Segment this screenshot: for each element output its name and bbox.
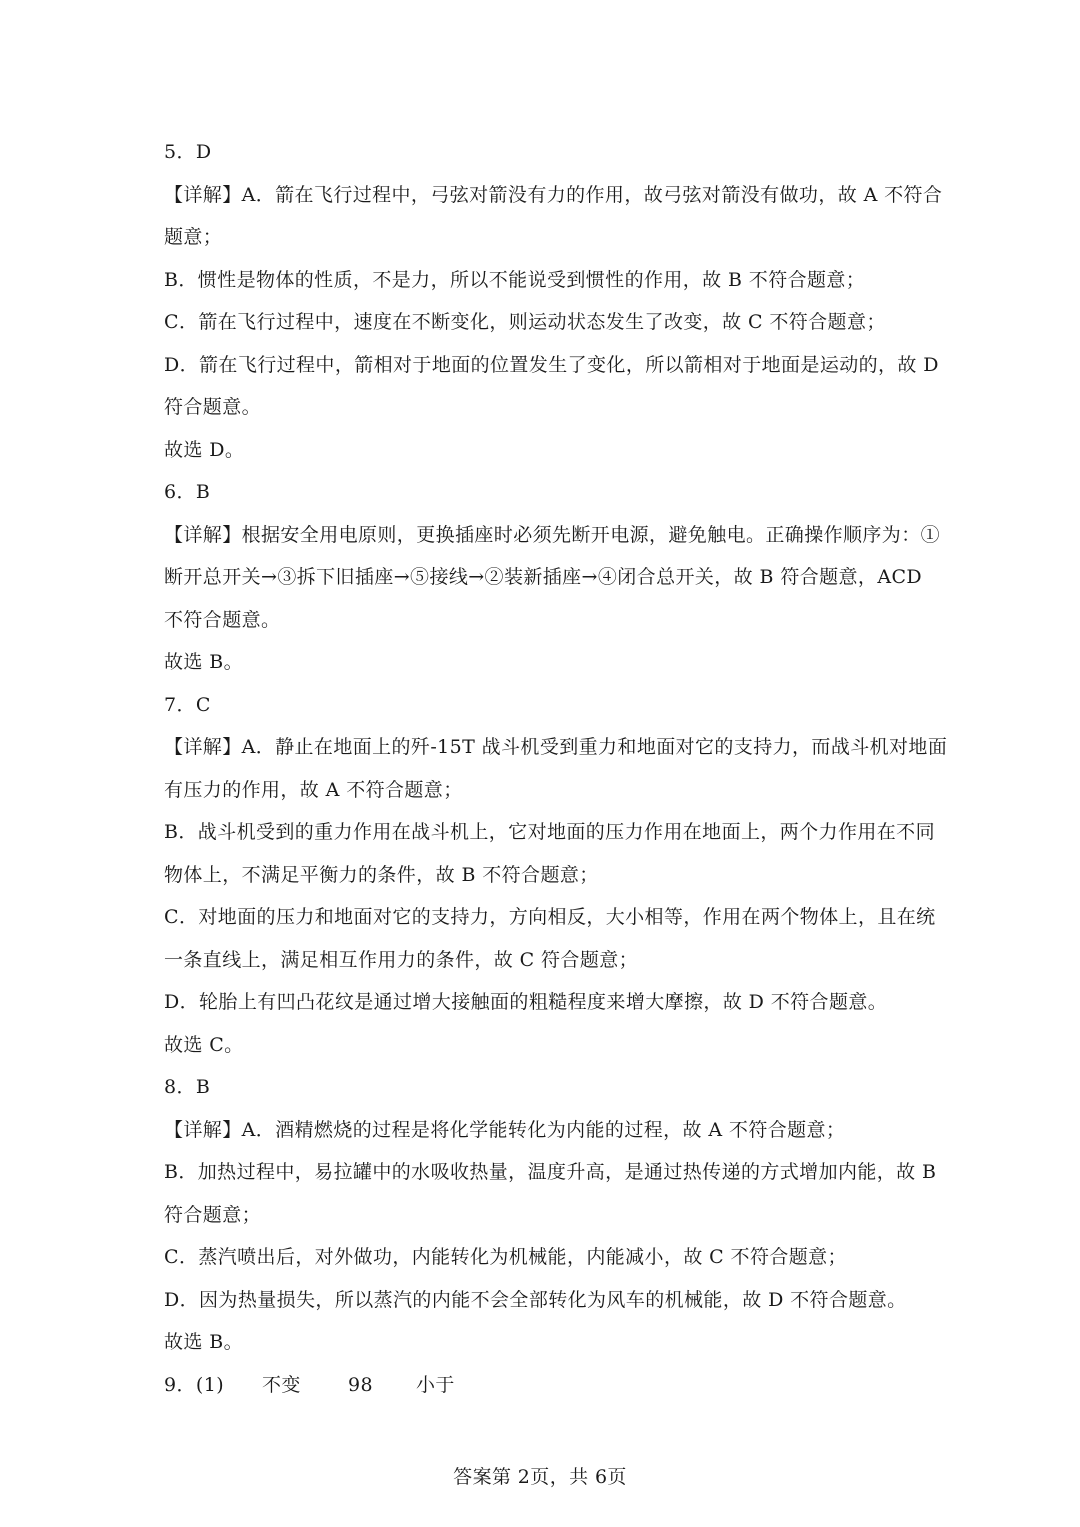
answer-5-header: 5．D bbox=[164, 141, 212, 163]
answer-6-explain-cont-1: 断开总开关→③拆下旧插座→⑤接线→②装新插座→④闭合总开关，故 B 符合题意，ACD bbox=[164, 566, 923, 588]
answer-5-explain-b: B．惯性是物体的性质，不是力，所以不能说受到惯性的作用，故 B 不符合题意； bbox=[164, 268, 866, 291]
answer-content bbox=[164, 131, 948, 1406]
answer-5-choice: 故选 D。 bbox=[164, 438, 245, 461]
answer-7-explain-d: D．轮胎上有凹凸花纹是通过增大接触面的粗糙程度来增大摩擦，故 D 不符合题意。 bbox=[164, 991, 888, 1013]
answer-7-explain-a: 【详解】A．静止在地面上的歼-15T 战斗机受到重力和地面对它的支持力，而战斗机对地面 bbox=[164, 736, 948, 758]
answer-5-explain-a-cont: 题意； bbox=[164, 226, 223, 248]
answer-9-blank-2: 98 bbox=[348, 1373, 373, 1396]
answer-8-explain-d: D．因为热量损失，所以蒸汽的内能不会全部转化为风车的机械能，故 D 不符合题意。 bbox=[164, 1288, 907, 1311]
answer-6-choice: 故选 B。 bbox=[164, 651, 244, 673]
answer-6-explain-cont-2: 不符合题意。 bbox=[164, 608, 281, 631]
answer-5-explain-d: D．箭在飞行过程中，箭相对于地面的位置发生了变化，所以箭相对于地面是运动的，故 D bbox=[164, 353, 939, 376]
answer-7-explain-c: C．对地面的压力和地面对它的支持力，方向相反，大小相等，作用在两个物体上，且在统 bbox=[164, 906, 936, 928]
answer-6-explain: 【详解】根据安全用电原则，更换插座时必须先断开电源，避免触电。正确操作顺序为：① bbox=[164, 523, 941, 546]
answer-8-header: 8．B bbox=[164, 1076, 211, 1098]
answer-7-header: 7．C bbox=[164, 693, 211, 716]
answer-5-explain-c: C．箭在飞行过程中，速度在不断变化，则运动状态发生了改变，故 C 不符合题意； bbox=[164, 311, 886, 333]
answer-9-row bbox=[164, 1364, 924, 1407]
answer-8-explain-c: C．蒸汽喷出后，对外做功，内能转化为机械能，内能减小，故 C 不符合题意； bbox=[164, 1246, 847, 1268]
answer-8-choice: 故选 B。 bbox=[164, 1331, 244, 1353]
answer-7-choice: 故选 C。 bbox=[164, 1033, 244, 1056]
page-footer: 答案第 2页，共 6页 bbox=[453, 1466, 627, 1488]
answer-8-explain-a: 【详解】A．酒精燃烧的过程是将化学能转化为内能的过程，故 A 不符合题意； bbox=[164, 1118, 846, 1141]
answer-6-header: 6．B bbox=[164, 481, 211, 503]
answer-7-explain-b: B．战斗机受到的重力作用在战斗机上，它对地面的压力作用在地面上，两个力作用在不同 bbox=[164, 821, 935, 843]
answer-9-blank-3: 小于 bbox=[416, 1373, 455, 1396]
answer-5-explain-a: 【详解】A．箭在飞行过程中，弓弦对箭没有力的作用，故弓弦对箭没有做功，故 A 不符合 bbox=[164, 183, 943, 206]
answer-9-number: 9．(1) bbox=[164, 1373, 225, 1396]
answer-7-explain-a-cont: 有压力的作用，故 A 不符合题意； bbox=[164, 778, 463, 801]
answer-7-explain-b-cont: 物体上，不满足平衡力的条件，故 B 不符合题意； bbox=[164, 863, 599, 886]
answer-9-blank-1: 不变 bbox=[262, 1373, 301, 1396]
answer-8-explain-b: B．加热过程中，易拉罐中的水吸收热量，温度升高，是通过热传递的方式增加内能，故 B bbox=[164, 1161, 937, 1183]
answer-8-explain-b-cont: 符合题意； bbox=[164, 1203, 262, 1226]
answer-7-explain-c-cont: 一条直线上，满足相互作用力的条件，故 C 符合题意； bbox=[164, 948, 639, 971]
answer-5-explain-d-cont: 符合题意。 bbox=[164, 396, 262, 418]
